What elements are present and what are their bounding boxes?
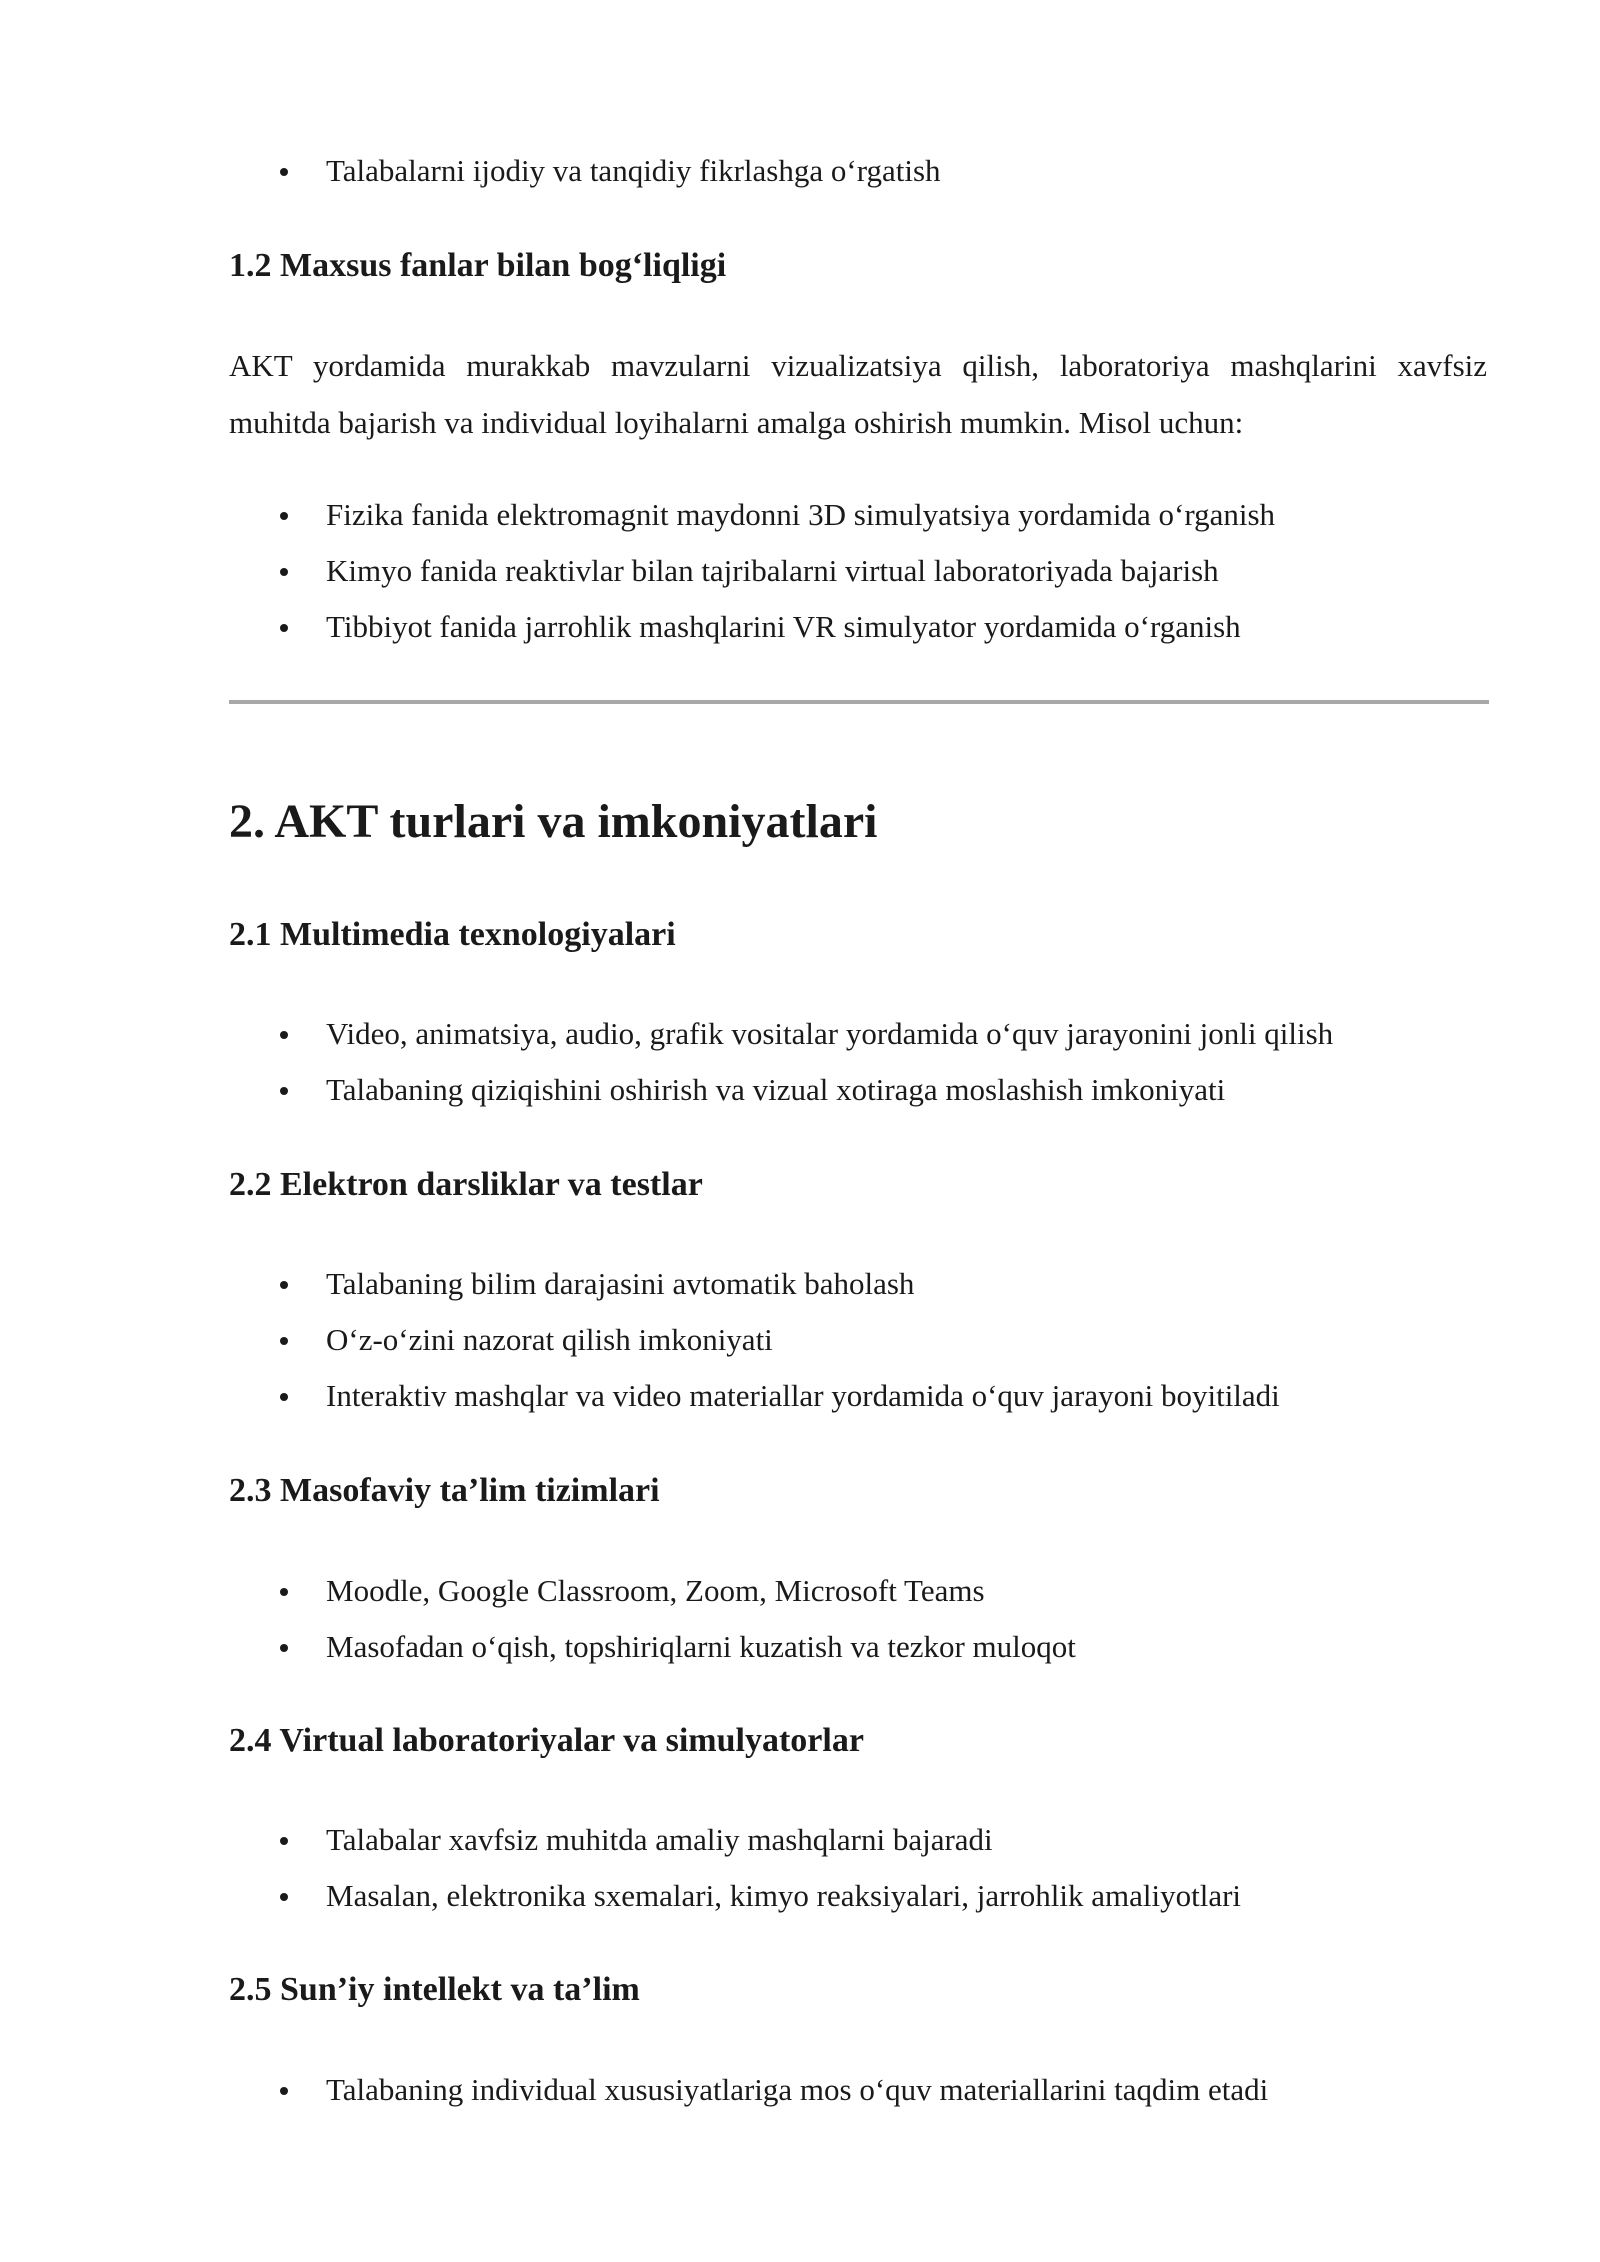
bullet-list: [229, 1563, 1487, 1675]
bullet-list: [229, 487, 1487, 655]
list-item-text: Talabaning qiziqishini oshirish va vizual xotiraga moslashish imkoniyati: [326, 1072, 1226, 1107]
list-item: [229, 1812, 1487, 1868]
list-item: [229, 1619, 1487, 1675]
list-item-text: Talabalar xavfsiz muhitda amaliy mashqlarni bajaradi: [326, 1822, 993, 1857]
list-item: [229, 1006, 1487, 1062]
bullet-icon: [280, 1393, 288, 1401]
bullet-list: [229, 1256, 1487, 1424]
list-item-text: Masalan, elektronika sxemalari, kimyo reaksiyalari, jarrohlik amaliyotlari: [326, 1878, 1242, 1913]
bullet-icon: [280, 1893, 288, 1901]
list-item-text: Talabalarni ijodiy va tanqidiy fikrlashga o‘rgatish: [326, 153, 941, 188]
list-item: [229, 1312, 1487, 1368]
section-heading-2-2: 2.2 Elektron darsliklar va testlar: [229, 1166, 703, 1203]
bullet-icon: [280, 1337, 288, 1345]
bullet-list: [229, 143, 1487, 199]
section-heading-2-3: 2.3 Masofaviy ta’lim tizimlari: [229, 1472, 660, 1509]
list-item: [229, 1368, 1487, 1424]
list-item-text: Masofadan o‘qish, topshiriqlarni kuzatish va tezkor muloqot: [326, 1629, 1076, 1664]
list-item: [229, 1062, 1487, 1118]
list-item: [229, 1868, 1487, 1924]
section-heading-2-1: 2.1 Multimedia texnologiyalari: [229, 916, 676, 953]
bullet-icon: [280, 2087, 288, 2095]
list-item: [229, 2062, 1487, 2118]
section-heading-2: 2. AKT turlari va imkoniyatlari: [229, 795, 878, 848]
list-item-text: Kimyo fanida reaktivlar bilan tajribalarni virtual laboratoriyada bajarish: [326, 553, 1219, 588]
list-item-text: Fizika fanida elektromagnit maydonni 3D simulyatsiya yordamida o‘rganish: [326, 497, 1276, 532]
horizontal-divider: [229, 700, 1489, 704]
bullet-list: [229, 1812, 1487, 1924]
bullet-icon: [280, 1588, 288, 1596]
bullet-icon: [280, 1031, 288, 1039]
bullet-icon: [280, 168, 288, 176]
list-item-text: Talabaning bilim darajasini avtomatik baholash: [326, 1266, 915, 1301]
section-heading-2-5: 2.5 Sun’iy intellekt va ta’lim: [229, 1971, 640, 2008]
list-item-text: Tibbiyot fanida jarrohlik mashqlarini VR simulyator yordamida o‘rganish: [326, 609, 1241, 644]
bullet-list: [229, 2062, 1487, 2118]
list-item: [229, 599, 1487, 655]
bullet-icon: [280, 568, 288, 576]
bullet-icon: [280, 1644, 288, 1652]
list-item-text: Interaktiv mashqlar va video materiallar yordamida o‘quv jarayoni boyitiladi: [326, 1378, 1280, 1413]
bullet-icon: [280, 1281, 288, 1289]
list-item: [229, 143, 1487, 199]
bullet-icon: [280, 624, 288, 632]
list-item: [229, 543, 1487, 599]
list-item-text: O‘z-o‘zini nazorat qilish imkoniyati: [326, 1322, 773, 1357]
bullet-list: [229, 1006, 1487, 1118]
bullet-icon: [280, 1087, 288, 1095]
bullet-icon: [280, 1837, 288, 1845]
list-item: [229, 1563, 1487, 1619]
list-item: [229, 1256, 1487, 1312]
list-item-text: Talabaning individual xususiyatlariga mos o‘quv materiallarini taqdim etadi: [326, 2072, 1269, 2107]
list-item-text: Video, animatsiya, audio, grafik vositalar yordamida o‘quv jarayonini jonli qilish: [326, 1016, 1334, 1051]
list-item: [229, 487, 1487, 543]
section-heading-1-2: 1.2 Maxsus fanlar bilan bog‘liqligi: [229, 247, 727, 284]
section-paragraph: AKT yordamida murakkab mavzularni vizualizatsiya qilish, laboratoriya mashqlarini xavfsiz muhitda bajarish va individual loyihalarni amalga oshirish mumkin. Misol uchun:: [229, 348, 1487, 440]
bullet-icon: [280, 512, 288, 520]
list-item-text: Moodle, Google Classroom, Zoom, Microsoft Teams: [326, 1573, 985, 1608]
section-heading-2-4: 2.4 Virtual laboratoriyalar va simulyatorlar: [229, 1722, 864, 1759]
